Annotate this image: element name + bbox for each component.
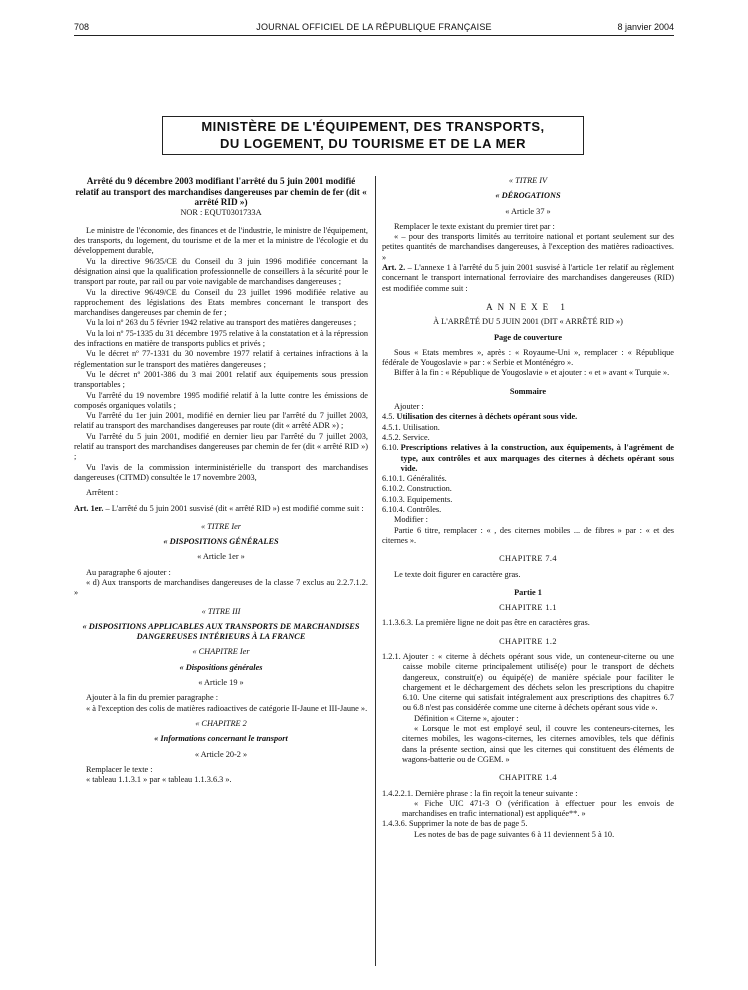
spacer — [382, 294, 674, 302]
section-title: « Dispositions générales — [179, 662, 263, 672]
paragraph: « à l'exception des colis de matières radioactives de catégorie II-Jaune et III-Jaune ». — [86, 703, 368, 713]
article-text: – L'annexe 1 à l'arrêté du 5 juin 2001 susvisé à l'article 1er relatif au règlement concernant le transport international ferroviaire des marchandises dangereuses (RID) est modifiée comme suit : — [382, 263, 674, 293]
numbered-item — [382, 423, 674, 433]
numbered-item — [382, 443, 674, 474]
section-title: « DISPOSITIONS APPLICABLES AUX TRANSPORTS DE MARCHANDISES DANGEREUSES INTÉRIEURS À LA FRANCE — [82, 621, 360, 642]
item-text: Utilisation des citernes à déchets opérant sous vide. — [396, 412, 578, 422]
journal-title: JOURNAL OFFICIEL DE LA RÉPUBLIQUE FRANÇAISE — [256, 22, 492, 32]
chapter-heading: CHAPITRE 1.1 — [499, 603, 557, 613]
subsection-title: Page de couverture — [493, 332, 563, 342]
spacer — [74, 514, 368, 522]
item-number: 4.5. — [382, 412, 397, 422]
centered-line: « Article 1er » — [197, 552, 245, 562]
paragraph: Ajouter à la fin du premier paragraphe : — [86, 693, 219, 703]
item-text: Prescriptions relatives à la construction, aux équipements, à l'agrément de type, aux contrôles et aux marquages des citernes à déchets opérant sous vide. — [400, 443, 674, 473]
left-column — [74, 176, 368, 785]
spacer — [382, 379, 674, 387]
item-text: Supprimer la note de bas de page 5. — [408, 819, 528, 829]
ministry-box — [162, 116, 584, 155]
paragraph: Sous « Etats membres », après : « Royaume-Uni », remplacer : « République fédérale de Yougoslavie » par : « Serbie et Monténégro ». — [382, 347, 674, 368]
paragraph: Partie 6 titre, remplacer : « , des citernes mobiles ... de fibres » par : « et des citernes ». — [382, 525, 674, 545]
numbered-item — [382, 484, 674, 494]
item-number: 1.1.3.6.3. — [382, 618, 416, 628]
item-number: 4.5.1. — [382, 422, 403, 432]
item-text: La première ligne ne doit pas être en caractères gras. — [415, 618, 590, 628]
paragraph: Remplacer le texte : — [86, 764, 153, 774]
section-title: « DISPOSITIONS GÉNÉRALES — [163, 537, 279, 547]
paragraph: Vu la loi nº 75-1335 du 31 décembre 1975 relative à la constatation et à la répression des infractions en matière de transports publics et privés ; — [74, 328, 368, 349]
item-number: 1.4.2.2.1. — [382, 788, 416, 798]
section-heading: « TITRE IV — [508, 176, 548, 185]
article-paragraph — [382, 263, 674, 294]
ministry-line-1: MINISTÈRE DE L'ÉQUIPEMENT, DES TRANSPORTS, — [201, 119, 545, 134]
chapter-heading: CHAPITRE 1.2 — [499, 636, 557, 646]
paragraph: Vu la loi nº 263 du 5 février 1942 relative au transport des matières dangereuses ; — [86, 318, 357, 328]
sub-paragraph: Les notes de bas de page suivantes 6 à 11 deviennent 5 à 10. — [414, 829, 615, 839]
item-text: Construction. — [406, 484, 452, 494]
sub-paragraph: Définition « Citerne », ajouter : — [414, 713, 519, 723]
numbered-item — [382, 505, 674, 515]
numbered-item — [382, 652, 674, 714]
item-number: 4.5.2. — [382, 432, 403, 442]
numbered-item — [382, 618, 674, 628]
page-header — [74, 22, 674, 36]
numbered-item — [382, 474, 674, 484]
numbered-item — [382, 819, 674, 829]
item-number: 6.10.4. — [382, 505, 407, 515]
centered-line: NOR : EQUT0301733A — [180, 207, 262, 217]
numbered-item — [382, 495, 674, 505]
paragraph: Remplacer le texte existant du premier tiret par : — [394, 221, 555, 231]
centered-line: À L'ARRÊTÉ DU 5 JUIN 2001 (DIT « ARRÊTÉ RID ») — [433, 317, 623, 327]
paragraph: Vu la directive 96/49/CE du Conseil du 23 juillet 1996 modifiée relative au rapprochement des législations des Etats membres concernant le transport des marchandises dangereuses par chemin de fer ; — [74, 287, 368, 318]
paragraph: Au paragraphe 6 ajouter : — [86, 567, 171, 577]
spacer — [74, 218, 368, 226]
article-label: Art. 1er. — [74, 503, 104, 513]
spacer — [74, 599, 368, 607]
article-label: Art. 2. — [382, 263, 406, 273]
item-number: 1.4.3.6. — [382, 819, 409, 829]
chapter-heading: CHAPITRE 7.4 — [499, 554, 557, 564]
item-text: Utilisation. — [402, 422, 440, 432]
section-heading: « CHAPITRE 2 — [195, 718, 247, 728]
centered-line: « Article 37 » — [505, 206, 551, 216]
spacer — [382, 546, 674, 554]
section-title: « DÉROGATIONS — [495, 191, 561, 201]
paragraph: Vu le décret nº 77-1331 du 30 novembre 1977 relatif à certaines infractions à la réglementation sur le transport des matières dangereuses ; — [74, 349, 368, 369]
paragraph: Vu le décret nº 2001-386 du 3 mai 2001 relatif aux équipements sous pression transportables ; — [74, 369, 368, 390]
item-text: Dernière phrase : la fin reçoit la teneur suivante : — [415, 788, 578, 798]
right-column — [382, 176, 674, 840]
paragraph: « – pour des transports limités au territoire national et portant seulement sur des petites quantités de marchandises dangereuses, à l'exception des matières radioactives. » — [382, 232, 674, 262]
page-number: 708 — [74, 22, 90, 32]
paragraph: Vu l'avis de la commission interministérielle du transport des marchandises dangereuses (CITMD) consultée le 17 novembre 2003, — [74, 462, 368, 482]
item-text: Contrôles. — [406, 505, 442, 515]
subsection-title: Partie 1 — [514, 587, 542, 597]
paragraph: Arrêtent : — [86, 488, 119, 498]
column-divider — [375, 176, 376, 966]
paragraph: Vu l'arrêté du 1er juin 2001, modifié en dernier lieu par l'arrêté du 7 juillet 2003, relatif au transport des marchandises dangereuses par route (dit « arrêté ADR ») ; — [74, 411, 368, 431]
spacer — [382, 629, 674, 637]
section-heading: « TITRE Ier — [200, 521, 242, 531]
paragraph: « tableau 1.1.3.1 » par « tableau 1.1.3.6.3 ». — [86, 775, 232, 785]
paragraph: Biffer à la fin : « République de Yougoslavie » et ajouter : « et » avant « Turquie ». — [394, 368, 670, 378]
spacer — [382, 580, 674, 588]
item-number: 6.10.1. — [382, 474, 407, 484]
header-rule — [74, 35, 674, 36]
item-text: Généralités. — [406, 474, 447, 484]
article-text: – L'arrêté du 5 juin 2001 susvisé (dit « arrêté RID ») est modifié comme suit : — [103, 503, 364, 513]
paragraph: Vu l'arrêté du 19 novembre 1995 modifié relatif à la lutte contre les émissions de composés organiques volatils ; — [74, 390, 368, 410]
section-heading: « TITRE III — [201, 606, 241, 616]
paragraph: « d) Aux transports de marchandises dangereuses de la classe 7 exclus au 2.2.7.1.2. » — [74, 578, 368, 598]
item-text: Service. — [402, 432, 430, 442]
item-number: 6.10.3. — [382, 494, 407, 504]
paragraph: Le texte doit figurer en caractère gras. — [394, 569, 521, 579]
centered-line: « Article 20-2 » — [194, 749, 248, 759]
decree-title: Arrêté du 9 décembre 2003 modifiant l'arrêté du 5 juin 2001 modifié relatif au transport des marchandises dangereuses par chemin de fer (dit « arrêté RID ») — [75, 176, 367, 207]
centered-line: « Article 19 » — [198, 678, 244, 688]
section-heading: « CHAPITRE Ier — [192, 647, 250, 657]
item-number: 6.10. — [382, 443, 401, 453]
issue-date: 8 janvier 2004 — [617, 22, 674, 32]
paragraph: Ajouter : — [394, 402, 424, 412]
numbered-item — [382, 412, 674, 422]
paragraph: Modifier : — [394, 515, 428, 525]
numbered-item — [382, 433, 674, 443]
subsection-title: Sommaire — [509, 386, 547, 396]
item-text: Equipements. — [406, 494, 453, 504]
annex-title: ANNEXE 1 — [486, 301, 570, 312]
numbered-item — [382, 789, 674, 799]
chapter-heading: CHAPITRE 1.4 — [499, 773, 557, 783]
spacer — [382, 765, 674, 773]
article-paragraph — [74, 504, 368, 514]
paragraph: Vu l'arrêté du 5 juin 2001, modifié en dernier lieu par l'arrêté du 7 juillet 2003, relatif au transport des marchandises dangereuses par chemin de fer (dit « arrêté RID ») ; — [74, 431, 368, 462]
paragraph: Le ministre de l'économie, des finances et de l'industrie, le ministre de l'équipement, des transports, du logement, du tourisme et de la mer et la ministre de l'écologie et du développement durable, — [74, 225, 368, 256]
ministry-line-2: DU LOGEMENT, DU TOURISME ET DE LA MER — [220, 136, 526, 151]
section-title: « Informations concernant le transport — [154, 734, 288, 744]
sub-paragraph: « Lorsque le mot est employé seul, il couvre les conteneurs-citernes, les citernes mobiles, les wagons-citernes, les citernes amovibles, tels que définis dans la présente section, ainsi que les citernes qui constituent des éléments de wagons-batterie ou de CGEM. » — [402, 724, 674, 764]
paragraph: Vu la directive 96/35/CE du Conseil du 3 juin 1996 modifiée concernant la désignation ainsi que la qualification professionnelle de conseillers à la sécurité pour le transport par route, par rail ou par voie navigable de marchandises dangereuses ; — [74, 256, 368, 287]
sub-paragraph: « Fiche UIC 471-3 O (vérification à effectuer pour les envois de marchandises en trafic international) est appliquée**. » — [402, 798, 674, 819]
item-number: 6.10.2. — [382, 484, 407, 494]
item-text: Ajouter : « citerne à déchets opérant sous vide, un conteneur-citerne ou une caisse mobile citerne principalement utilisé(e) pour le transport de déchets dangereux, construit(e) ou équipé(e) de manière spéciale pour faciliter le chargement et le déchargement des déchets selon les prescriptions du chapitre 6.10. Une citerne qui satisfait intégralement aux prescriptions des chapitres 6.7 ou 6.8 n'est pas considérée comme une citerne à déchets opérant sous vide ». — [402, 651, 674, 713]
item-number: 1.2.1. — [382, 651, 403, 661]
